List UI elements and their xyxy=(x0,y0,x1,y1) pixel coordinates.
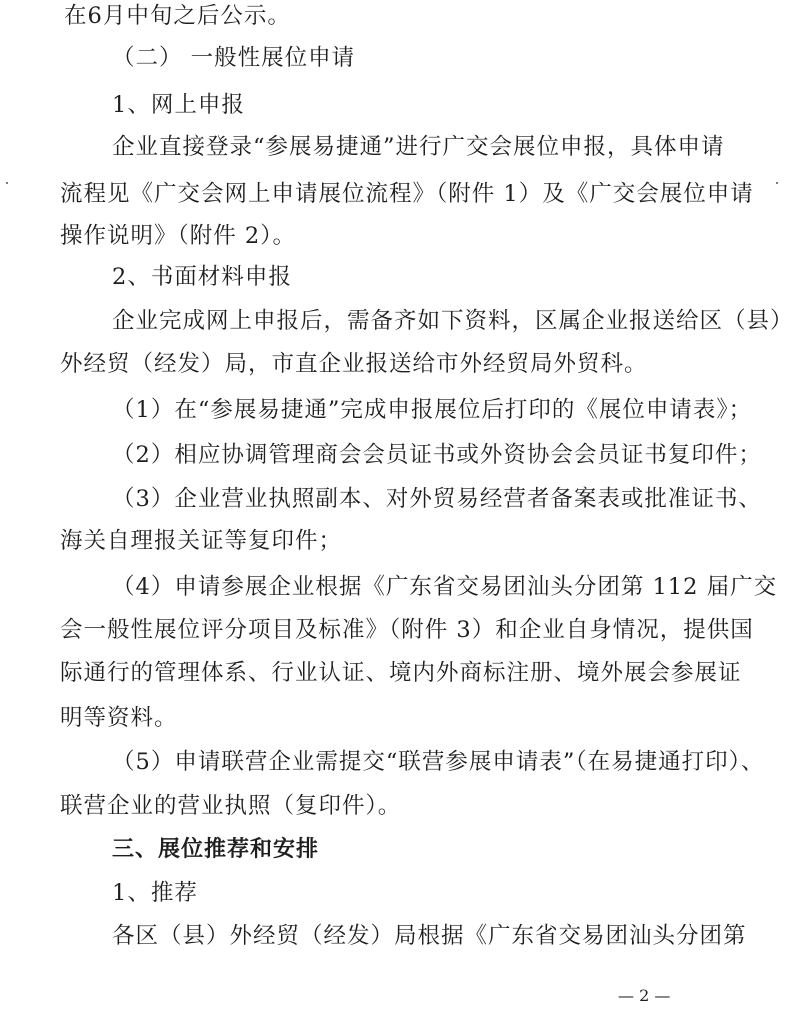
list-item-4-continued-2: 际通行的管理体系、行业认证、境内外商标注册、境外展会参展证 xyxy=(60,660,742,686)
list-item-5: （5）申请联营企业需提交“联营参展申请表”（在易捷通打印）、 xyxy=(112,749,765,775)
list-item-4-continued-1: 会一般性展位评分项目及标准》（附件 3）和企业自身情况，提供国 xyxy=(60,617,754,643)
text-line-4: 企业直接登录“参展易捷通”进行广交会展位申报，具体申请 xyxy=(112,134,725,160)
text-line-5: 流程见《广交会网上申请展位流程》（附件 1）及《广交会展位申请 xyxy=(60,181,754,207)
section-heading-recommendation: 三、展位推荐和安排 xyxy=(112,837,320,862)
list-item-1: （1）在“参展易捷通”完成申报展位后打印的《展位申请表》； xyxy=(112,397,753,423)
section-heading-general-booth: （二） 一般性展位申请 xyxy=(112,45,356,71)
text-line-6: 操作说明》（附件 2）。 xyxy=(60,223,296,249)
scan-edge-mark-right xyxy=(776,182,778,184)
text-line-1: 在6月中旬之后公示。 xyxy=(64,3,291,29)
list-item-4-continued-3: 明等资料。 xyxy=(60,705,178,731)
list-item-2: （2）相应协调管理商会会员证书或外资协会会员证书复印件； xyxy=(112,442,762,468)
text-line-22: 各区（县）外经贸（经发）局根据《广东省交易团汕头分团第 xyxy=(112,923,747,949)
subheading-online-application: 1、网上申报 xyxy=(112,92,245,118)
list-item-3: （3）企业营业执照副本、对外贸易经营者备案表或批准证书、 xyxy=(112,486,762,512)
scan-edge-mark-left xyxy=(6,182,8,184)
list-item-5-continued: 联营企业的营业执照（复印件）。 xyxy=(60,793,402,819)
subheading-recommend: 1、推荐 xyxy=(112,880,198,906)
text-line-8: 企业完成网上申报后，需备齐如下资料，区属企业报送给区（县） xyxy=(112,308,794,334)
page-number: — 2 — xyxy=(618,986,671,1005)
subheading-written-materials: 2、书面材料申报 xyxy=(112,264,292,290)
list-item-3-continued: 海关自理报关证等复印件； xyxy=(60,528,343,554)
text-line-9: 外经贸（经发）局，市直企业报送给市外经贸局外贸科。 xyxy=(60,351,648,377)
list-item-4: （4）申请参展企业根据《广东省交易团汕头分团第 112 届广交 xyxy=(112,574,778,600)
